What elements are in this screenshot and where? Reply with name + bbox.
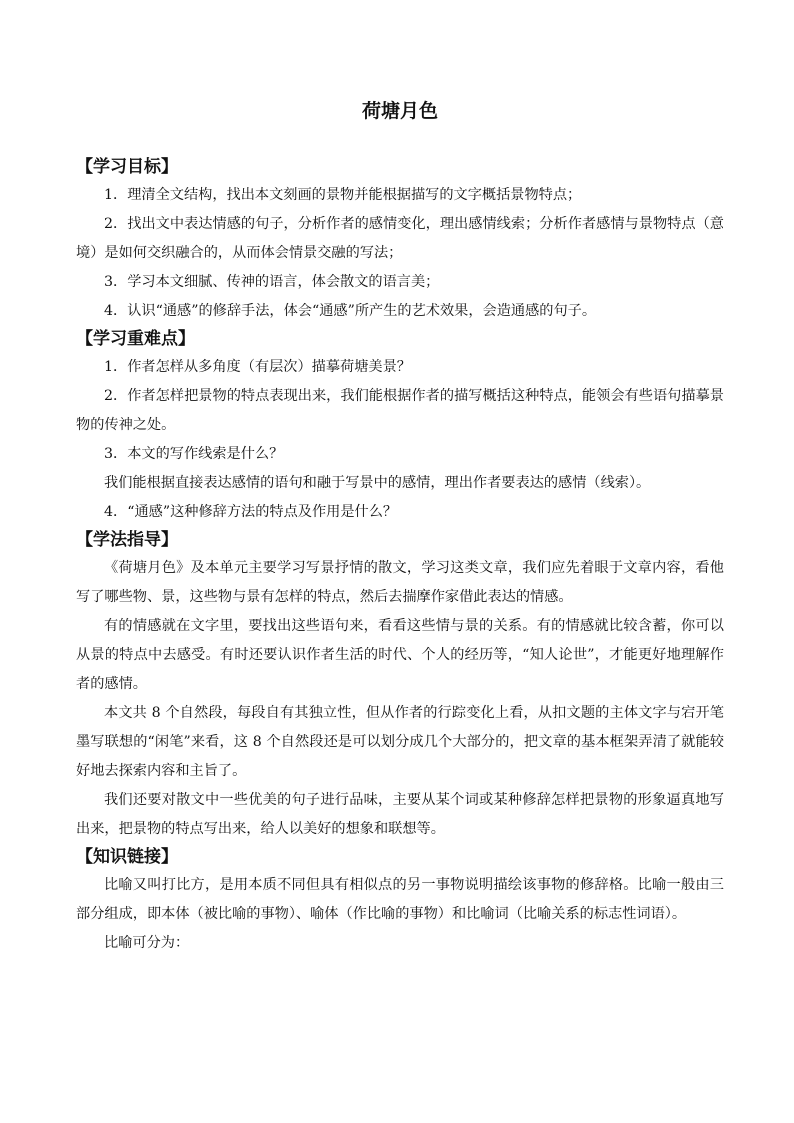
section-key-points (76, 326, 724, 527)
paragraph: 4．认识“通感”的修辞手法，体会“通感”所产生的艺术效果，会造通感的句子。 (104, 303, 597, 319)
paragraph: 2．作者怎样把景物的特点表现出来，我们能根据作者的描写概括这种特点，能领会有些语句描摹景物的传神之处。 (76, 388, 724, 433)
paragraph: 我们还要对散文中一些优美的句子进行品味，主要从某个词或某种修辞怎样把景物的形象逼真地写出来，把景物的特点写出来，给人以美好的想象和联想等。 (76, 792, 724, 837)
paragraph: 3．学习本文细腻、传神的语言，体会散文的语言美； (104, 274, 440, 290)
section-knowledge-link (76, 844, 724, 958)
paragraph: 《荷塘月色》及本单元主要学习写景抒情的散文，学习这类文章，我们应先着眼于文章内容，看他写了哪些物、景，这些物与景有怎样的特点，然后去揣摩作家借此表达的情感。 (76, 560, 724, 605)
paragraph: 2．找出文中表达情感的句子，分析作者的感情变化，理出感情线索；分析作者感情与景物特点（意境）是如何交织融合的，从而体会情景交融的写法； (76, 216, 724, 261)
section-heading: 【学习目标】 (76, 157, 178, 177)
paragraph: 1．作者怎样从多角度（有层次）描摹荷塘美景？ (104, 359, 411, 375)
section-learning-goals (76, 154, 724, 326)
paragraph: 3．本文的写作线索是什么？ (104, 446, 284, 462)
paragraph: 比喻可分为： (104, 935, 190, 951)
paragraph: 我们能根据直接表达感情的语句和融于写景中的感情，理出作者要表达的感情（线索）。 (104, 475, 651, 491)
paragraph: 本文共 8 个自然段，每段自有其独立性，但从作者的行踪变化上看，从扣文题的主体文字与宕开笔墨写联想的“闲笔”来看，这 8 个自然段还是可以划分成几个大部分的，把文章的基本框架弄清了就能较好地去探索内容和主旨了。 (76, 705, 724, 779)
section-study-method (76, 527, 724, 844)
paragraph: 比喻又叫打比方，是用本质不同但具有相似点的另一事物说明描绘该事物的修辞格。比喻一般由三部分组成，即本体（被比喻的事物）、喻体（作比喻的事物）和比喻词（比喻关系的标志性词语）。 (76, 877, 724, 922)
section-heading: 【学习重难点】 (76, 329, 195, 349)
document-title: 荷塘月色 (361, 100, 438, 122)
section-heading: 【知识链接】 (76, 847, 178, 867)
section-heading: 【学法指导】 (76, 530, 178, 550)
paragraph: 1．理清全文结构，找出本文刻画的景物并能根据描写的文字概括景物特点； (104, 187, 582, 203)
paragraph: 有的情感就在文字里，要找出这些语句来，看看这些情与景的关系。有的情感就比较含蓄，你可以从景的特点中去感受。有时还要认识作者生活的时代、个人的经历等，“知人论世”，才能更好地理解作者的感情。 (76, 618, 724, 692)
paragraph: 4．“通感”这种修辞方法的特点及作用是什么？ (104, 504, 398, 520)
